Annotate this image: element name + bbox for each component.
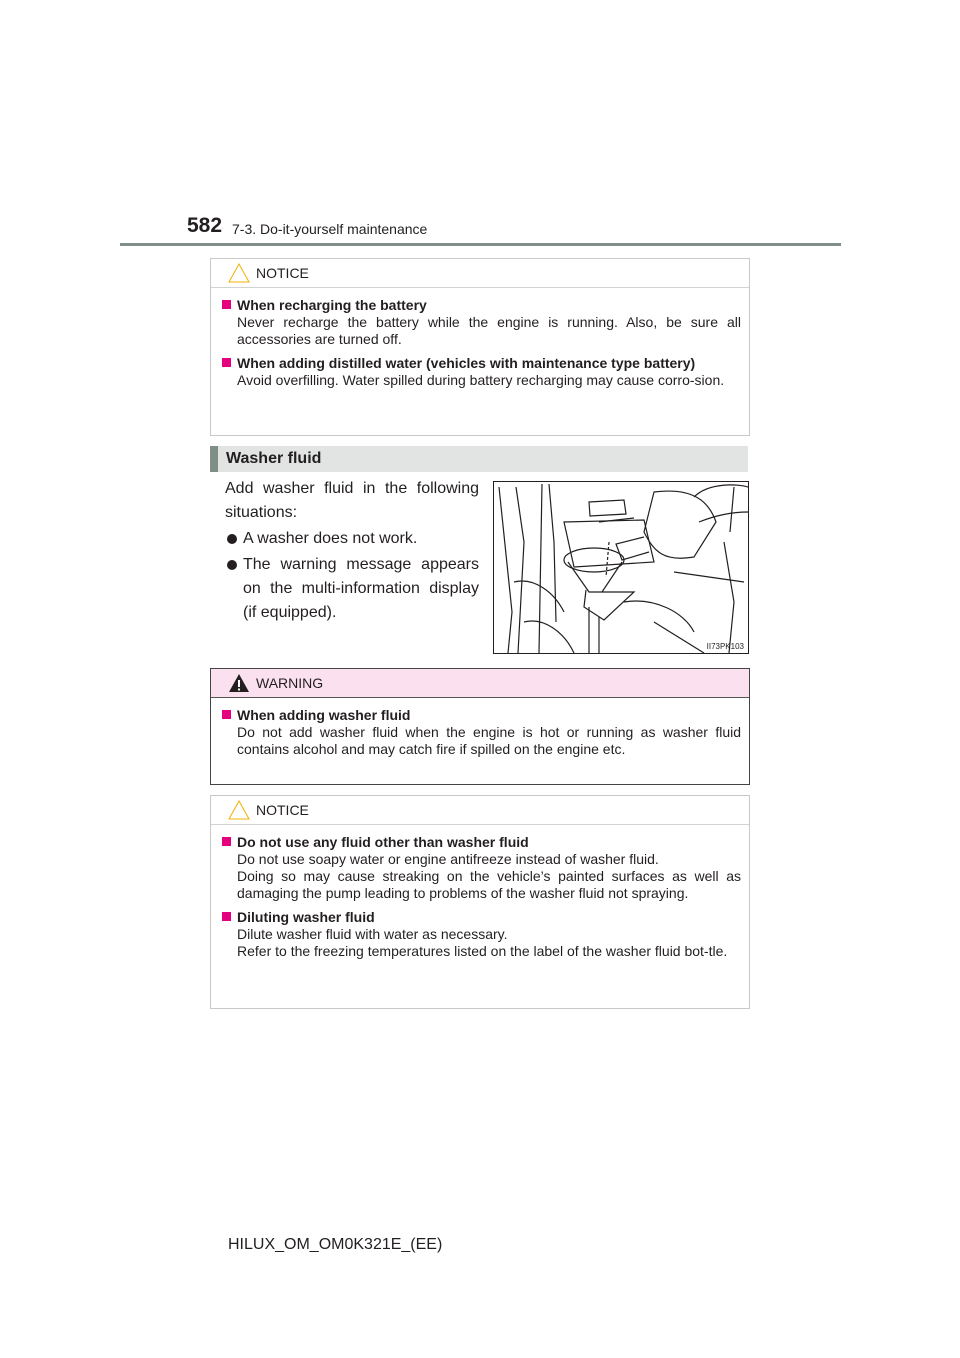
notice-title: NOTICE (256, 802, 309, 818)
washer-intro (225, 477, 479, 625)
notice-item-heading: When adding distilled water (vehicles with maintenance type battery) (219, 354, 741, 372)
caution-triangle-icon (228, 800, 250, 820)
section-title: 7-3. Do-it-yourself maintenance (232, 221, 428, 237)
engine-bay-funnel-drawing (494, 482, 748, 653)
bullet-square-icon (222, 300, 231, 309)
bullet-dot-icon (227, 560, 237, 570)
notice-item-text: Never recharge the battery while the engine is running. Also, be sure all accessories are turned off. (237, 314, 741, 347)
notice-item-text: Refer to the freezing temperatures listed on the label of the washer fluid bot-tle. (237, 943, 728, 959)
bullet-item: A washer does not work. (225, 527, 479, 551)
notice-item-heading: Diluting washer fluid (219, 908, 741, 926)
warning-title: WARNING (256, 675, 324, 691)
washer-fluid-illustration (493, 481, 749, 654)
header-rule (120, 243, 841, 246)
notice-item-text: Do not use soapy water or engine antifreeze instead of washer fluid. (237, 851, 659, 867)
notice-header (211, 259, 749, 288)
bullet-square-icon (222, 837, 231, 846)
illustration-code: II73PK103 (706, 642, 744, 651)
bullet-square-icon (222, 710, 231, 719)
notice-header (211, 796, 749, 825)
section-heading-washer-fluid (210, 446, 748, 472)
notice-item-text: Dilute washer fluid with water as necessary. (237, 926, 508, 942)
notice-item-text: Avoid overfilling. Water spilled during battery recharging may cause corro-sion. (237, 372, 725, 388)
intro-text: Add washer fluid in the following situations: (225, 480, 479, 521)
caution-triangle-icon (228, 263, 250, 283)
warning-box (210, 668, 750, 785)
warning-item-text: Do not add washer fluid when the engine is hot or running as washer fluid contains alcohol and may catch fire if spilled on the engine etc. (237, 724, 741, 757)
warning-item-heading: When adding washer fluid (219, 706, 741, 724)
section-heading-text: Washer fluid (226, 450, 322, 467)
bullet-item: The warning message appears on the multi-information display (if equipped). (225, 553, 479, 625)
page-number: 582 (187, 214, 223, 237)
warning-header (211, 669, 749, 698)
warning-triangle-icon (228, 673, 250, 693)
notice-item-heading: Do not use any fluid other than washer fluid (219, 833, 741, 851)
bullet-dot-icon (227, 534, 237, 544)
notice-item-heading: When recharging the battery (219, 296, 741, 314)
notice-item-text: Doing so may cause streaking on the vehicle’s painted surfaces as well as damaging the pump leading to problems of the washer fluid not spraying. (237, 868, 741, 901)
document-code: HILUX_OM_OM0K321E_(EE) (228, 1236, 443, 1253)
notice-title: NOTICE (256, 265, 309, 281)
notice-box-battery (210, 258, 750, 436)
bullet-square-icon (222, 912, 231, 921)
notice-box-washer (210, 795, 750, 1009)
bullet-square-icon (222, 358, 231, 367)
